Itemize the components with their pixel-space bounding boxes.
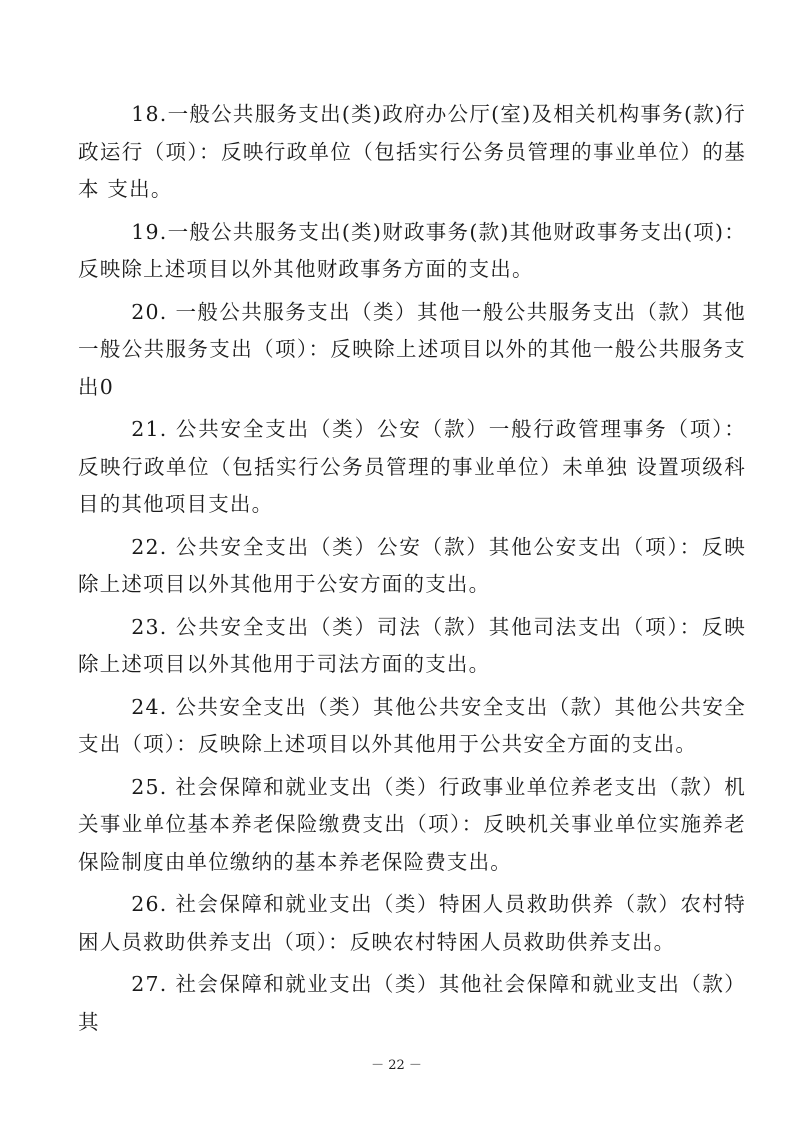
paragraph-27: 27. 社会保障和就业支出（类）其他社会保障和就业支出（款）其 [78,972,746,1034]
paragraph-18: 18.一般公共服务支出(类)政府办公厅(室)及相关机构事务(款)行政运行（项）：反映行政单位（包括实行公务员管理的事业单位）的基本 支出。 [78,102,746,201]
paragraph-25: 25. 社会保障和就业支出（类）行政事业单位养老支出（款）机关事业单位基本养老保险缴费支出（项）：反映机关事业单位实施养老保险制度由单位缴纳的基本养老保险费支出。 [78,774,746,874]
paragraph-21: 21. 公共安全支出（类）公安（款）一般行政管理事务（项）：反映行政单位（包括实行公务员管理的事业单位）未单独 设置项级科目的其他项目支出。 [78,417,746,516]
paragraph-22: 22. 公共安全支出（类）公安（款）其他公安支出（项）：反映除上述项目以外其他用于公安方面的支出。 [78,534,746,596]
paragraph-20: 20. 一般公共服务支出（类）其他一般公共服务支出（款）其他一般公共服务支出（项）：反映除上述项目以外的其他一般公共服务支出0 [78,299,746,399]
document-body [78,96,746,1046]
paragraph-26: 26. 社会保障和就业支出（类）特困人员救助供养（款）农村特困人员救助供养支出（项）：反映农村特困人员救助供养支出。 [78,892,746,954]
paragraph-19: 19.一般公共服务支出(类)财政事务(款)其他财政事务支出(项)：反映除上述项目以外其他财政事务方面的支出。 [78,219,746,281]
paragraph-23: 23. 公共安全支出（类）司法（款）其他司法支出（项）：反映除上述项目以外其他用于司法方面的支出。 [78,614,746,676]
paragraph-24: 24. 公共安全支出（类）其他公共安全支出（款）其他公共安全支出（项）：反映除上述项目以外其他用于公共安全方面的支出。 [78,694,746,756]
page-number: － 22 － [371,1058,422,1073]
